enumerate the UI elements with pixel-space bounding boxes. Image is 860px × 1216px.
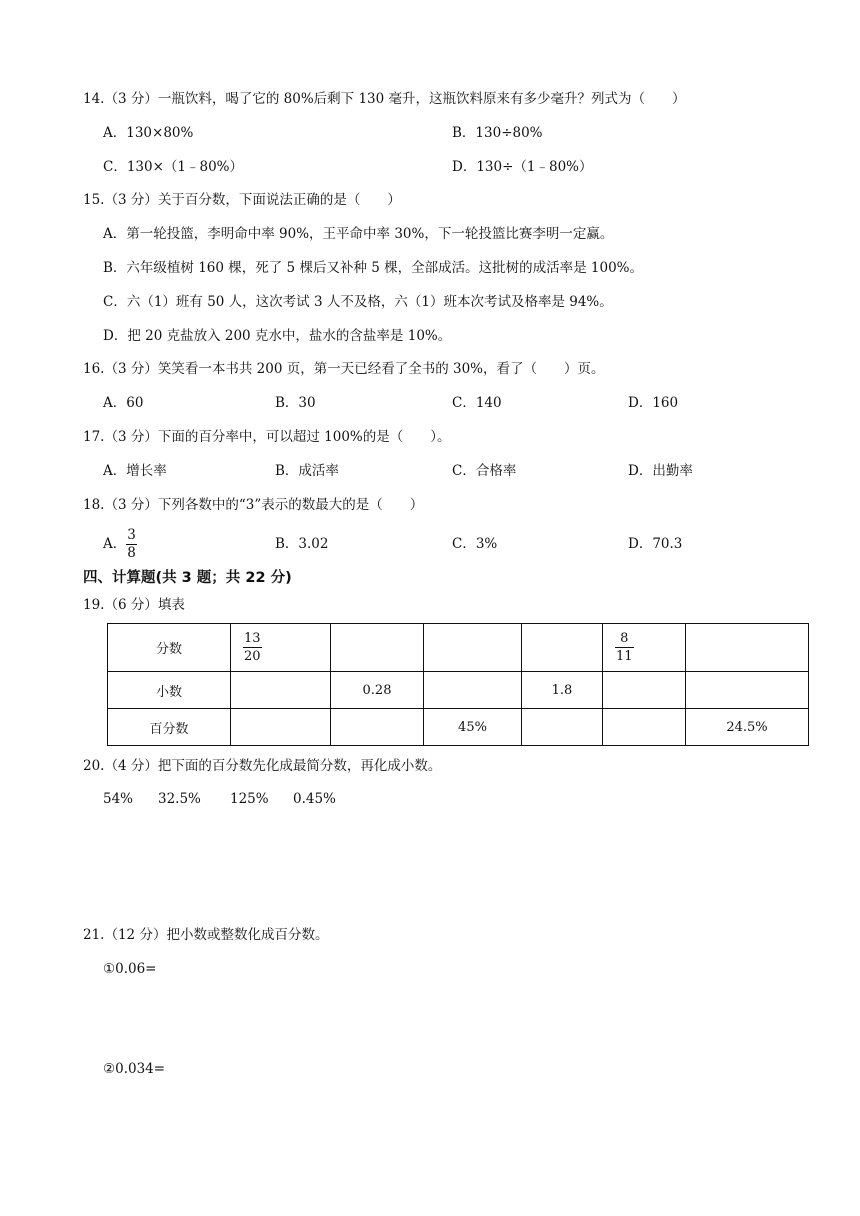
fraction-cell	[231, 624, 331, 672]
table-cell-blank[interactable]	[522, 624, 603, 672]
fraction-numerator: 13	[244, 631, 261, 646]
q15-option-a: A．第一轮投篮，李明命中率 90%，王平命中率 30%，下一轮投篮比赛李明一定赢。	[103, 226, 614, 242]
q16-option-b: B．30	[275, 395, 316, 411]
fraction-denominator: 8	[127, 545, 136, 561]
q21-sub-1: ①0.06=	[103, 961, 157, 977]
q20-item: 32.5%	[158, 791, 201, 807]
q14-option-a: A．130×80%	[103, 125, 194, 141]
q14-option-c: C．130×（1﹣80%）	[103, 159, 244, 175]
table-cell-blank[interactable]	[603, 672, 686, 709]
table-cell-blank[interactable]	[522, 709, 603, 746]
q18-option-c: C．3%	[452, 536, 498, 552]
decimal-cell: 0.28	[331, 672, 424, 709]
fraction-numerator: 3	[127, 527, 136, 543]
q14-option-b: B．130÷80%	[452, 125, 543, 141]
q18-option-b: B．3.02	[275, 536, 329, 552]
q16-option-a: A．60	[103, 395, 144, 411]
table-cell-blank[interactable]	[231, 709, 331, 746]
q18-option-d: D．70.3	[628, 536, 683, 552]
fraction-denominator: 20	[244, 649, 261, 664]
q17-option-d: D．出勤率	[628, 463, 693, 479]
question-15-stem: 15.（3 分）关于百分数，下面说法正确的是（ ）	[83, 192, 401, 208]
question-18-stem: 18.（3 分）下列各数中的“3”表示的数最大的是（ ）	[83, 497, 424, 513]
q18-option-a-label: A．	[103, 536, 127, 552]
question-14-stem: 14.（3 分）一瓶饮料，喝了它的 80%后剩下 130 毫升，这瓶饮料原来有多少毫升？列式为（ ）	[83, 91, 686, 107]
q18-option-a-fraction	[126, 527, 137, 562]
q20-item: 125%	[230, 791, 269, 807]
table-cell-blank[interactable]	[231, 672, 331, 709]
table-row-fraction	[108, 624, 809, 672]
table-row-percent	[108, 709, 809, 746]
table-cell-blank[interactable]	[686, 672, 809, 709]
q20-item: 0.45%	[293, 791, 336, 807]
fraction-numerator: 8	[615, 630, 634, 648]
fraction-8-11	[615, 630, 634, 665]
fraction-13-20	[243, 630, 262, 665]
q21-sub-2: ②0.034=	[103, 1061, 166, 1077]
q17-option-a: A．增长率	[103, 463, 167, 479]
table-cell-blank[interactable]	[331, 624, 424, 672]
q14-option-d: D．130÷（1﹣80%）	[452, 159, 593, 175]
q15-option-d: D．把 20 克盐放入 200 克水中，盐水的含盐率是 10%。	[103, 328, 452, 344]
fraction-cell	[603, 624, 686, 672]
q17-option-b: B．成活率	[275, 463, 339, 479]
table-cell-blank[interactable]	[603, 709, 686, 746]
fill-in-table	[107, 623, 809, 746]
fraction-denominator: 11	[616, 649, 633, 664]
q15-option-b: B．六年级植树 160 棵，死了 5 棵后又补种 5 棵，全部成活。这批树的成活率是 100%。	[103, 260, 643, 276]
question-19-stem: 19.（6 分）填表	[83, 597, 185, 613]
percent-cell: 24.5%	[686, 709, 809, 746]
table-cell-blank[interactable]	[424, 624, 522, 672]
table-row-decimal	[108, 672, 809, 709]
row-label-percent: 百分数	[108, 709, 231, 746]
section-4-title: 四、计算题(共 3 题；共 22 分)	[83, 570, 292, 586]
q16-option-c: C．140	[452, 395, 502, 411]
table-cell-blank[interactable]	[686, 624, 809, 672]
row-label-decimal: 小数	[108, 672, 231, 709]
q20-item: 54%	[103, 791, 134, 807]
q15-option-c: C．六（1）班有 50 人，这次考试 3 人不及格，六（1）班本次考试及格率是 94%。	[103, 294, 613, 310]
q18-option-a	[103, 524, 137, 564]
question-16-stem: 16.（3 分）笑笑看一本书共 200 页，第一天已经看了全书的 30%，看了（ ）页。	[83, 361, 605, 377]
decimal-cell: 1.8	[522, 672, 603, 709]
table-cell-blank[interactable]	[424, 672, 522, 709]
q17-option-c: C．合格率	[452, 463, 517, 479]
question-20-stem: 20.（4 分）把下面的百分数先化成最简分数，再化成小数。	[83, 758, 442, 774]
table-cell-blank[interactable]	[331, 709, 424, 746]
percent-cell: 45%	[424, 709, 522, 746]
row-label-fraction: 分数	[108, 624, 231, 672]
question-17-stem: 17.（3 分）下面的百分率中，可以超过 100%的是（ ）。	[83, 429, 451, 445]
question-21-stem: 21.（12 分）把小数或整数化成百分数。	[83, 927, 329, 943]
q16-option-d: D．160	[628, 395, 679, 411]
